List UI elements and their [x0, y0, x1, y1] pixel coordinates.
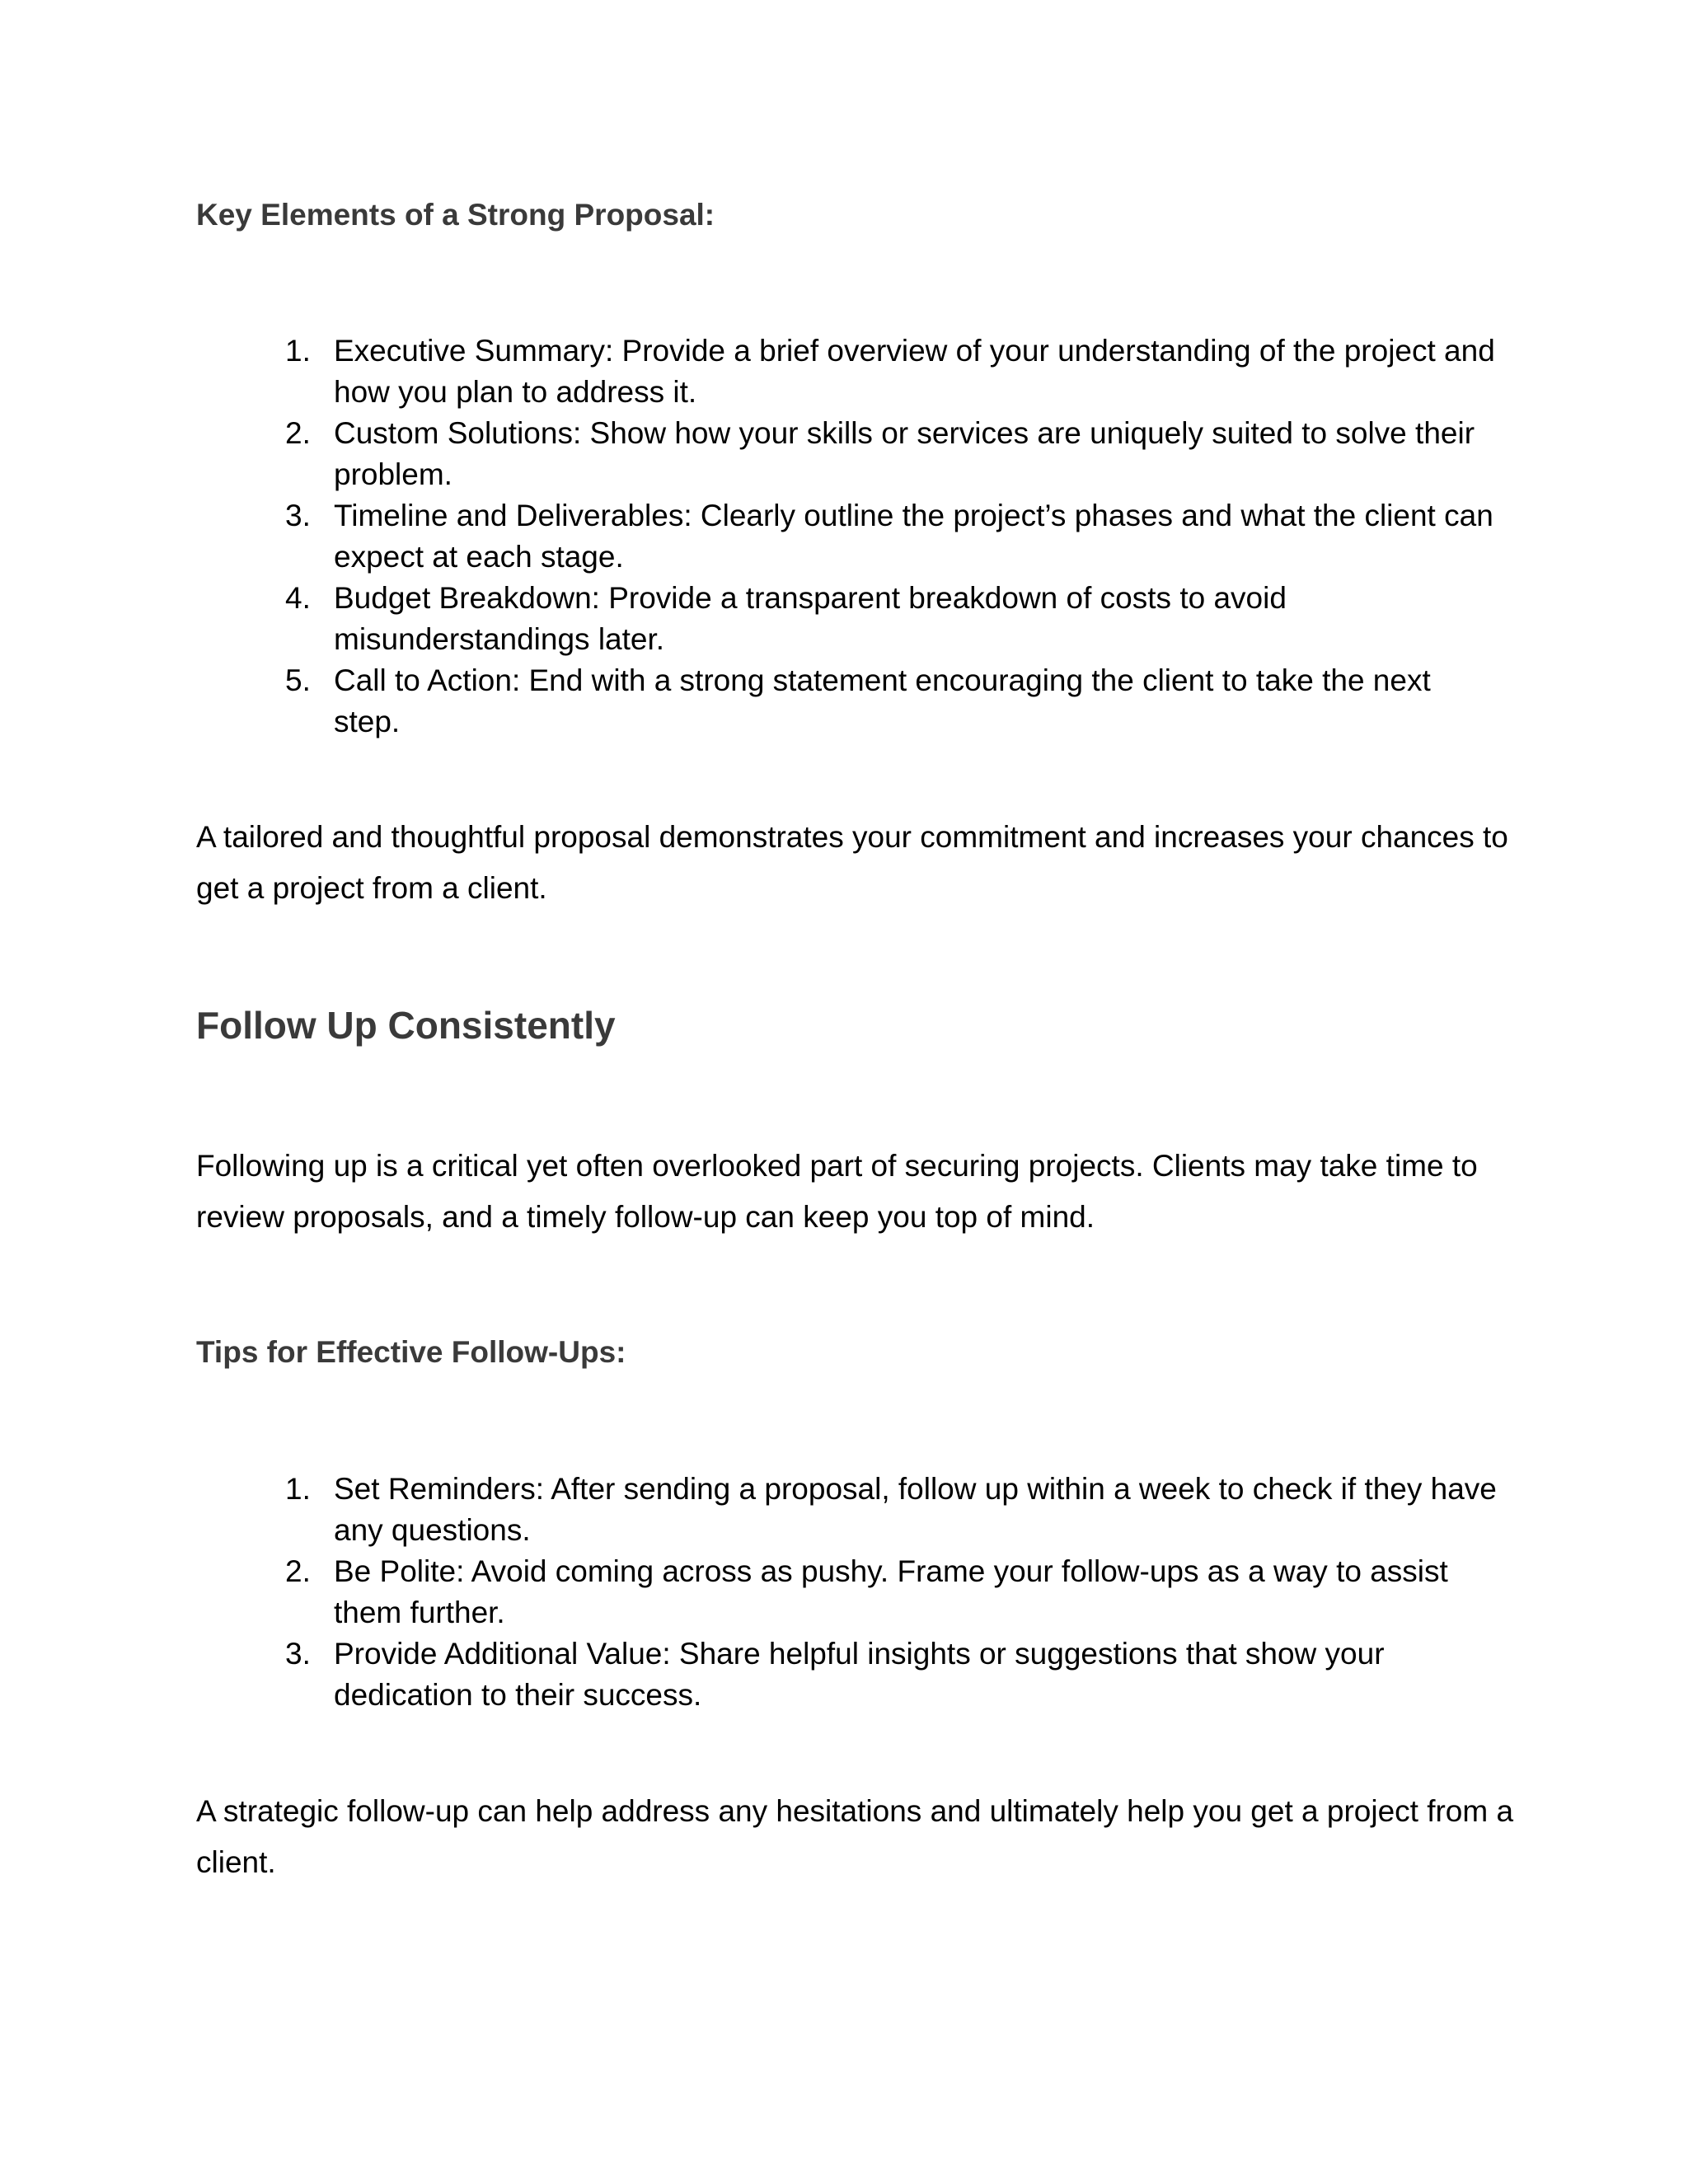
- proposal-closing-paragraph: A tailored and thoughtful proposal demonstrates your commitment and increases your chances to get a project from a client.: [196, 820, 1508, 905]
- list-item: [196, 413, 1515, 495]
- list-item: [196, 1633, 1515, 1716]
- follow-up-tips-subheading: Tips for Effective Follow-Ups:: [196, 1335, 626, 1369]
- list-item-text: Custom Solutions: Show how your skills or services are uniquely suited to solve their problem.: [334, 416, 1475, 491]
- list-item-number: 4.: [285, 581, 311, 615]
- list-item-text: Budget Breakdown: Provide a transparent breakdown of costs to avoid misunderstandings later.: [334, 581, 1287, 656]
- follow-up-tips-list: [196, 1469, 1515, 1716]
- list-item-number: 3.: [285, 499, 311, 532]
- list-item: [196, 495, 1515, 578]
- list-item-number: 1.: [285, 1472, 311, 1506]
- follow-up-intro-paragraph: Following up is a critical yet often overlooked part of securing projects. Clients may take time to review proposals, and a timely follow-up can keep you top of mind.: [196, 1149, 1478, 1234]
- list-item-text: Call to Action: End with a strong statement encouraging the client to take the next step.: [334, 663, 1431, 738]
- follow-up-closing-paragraph: A strategic follow-up can help address any hesitations and ultimately help you get a project from a client.: [196, 1794, 1514, 1879]
- list-item-number: 2.: [285, 416, 311, 450]
- key-elements-list: [196, 330, 1515, 743]
- list-item: [196, 1551, 1515, 1633]
- list-item: [196, 330, 1515, 413]
- list-item-text: Provide Additional Value: Share helpful insights or suggestions that show your dedication to their success.: [334, 1637, 1385, 1712]
- list-item: [196, 1469, 1515, 1551]
- follow-up-heading: Follow Up Consistently: [196, 1004, 616, 1047]
- list-item-text: Be Polite: Avoid coming across as pushy. Frame your follow-ups as a way to assist them further.: [334, 1554, 1448, 1629]
- list-item-number: 2.: [285, 1554, 311, 1588]
- list-item-number: 1.: [285, 334, 311, 368]
- list-item-text: Executive Summary: Provide a brief overview of your understanding of the project and how you plan to address it.: [334, 334, 1495, 409]
- list-item: [196, 578, 1515, 660]
- key-elements-subheading: Key Elements of a Strong Proposal:: [196, 198, 715, 232]
- list-item-number: 3.: [285, 1637, 311, 1671]
- list-item-text: Timeline and Deliverables: Clearly outline the project’s phases and what the client can expect at each stage.: [334, 499, 1493, 574]
- list-item: [196, 660, 1515, 743]
- list-item-text: Set Reminders: After sending a proposal, follow up within a week to check if they have any questions.: [334, 1472, 1497, 1547]
- list-item-number: 5.: [285, 663, 311, 697]
